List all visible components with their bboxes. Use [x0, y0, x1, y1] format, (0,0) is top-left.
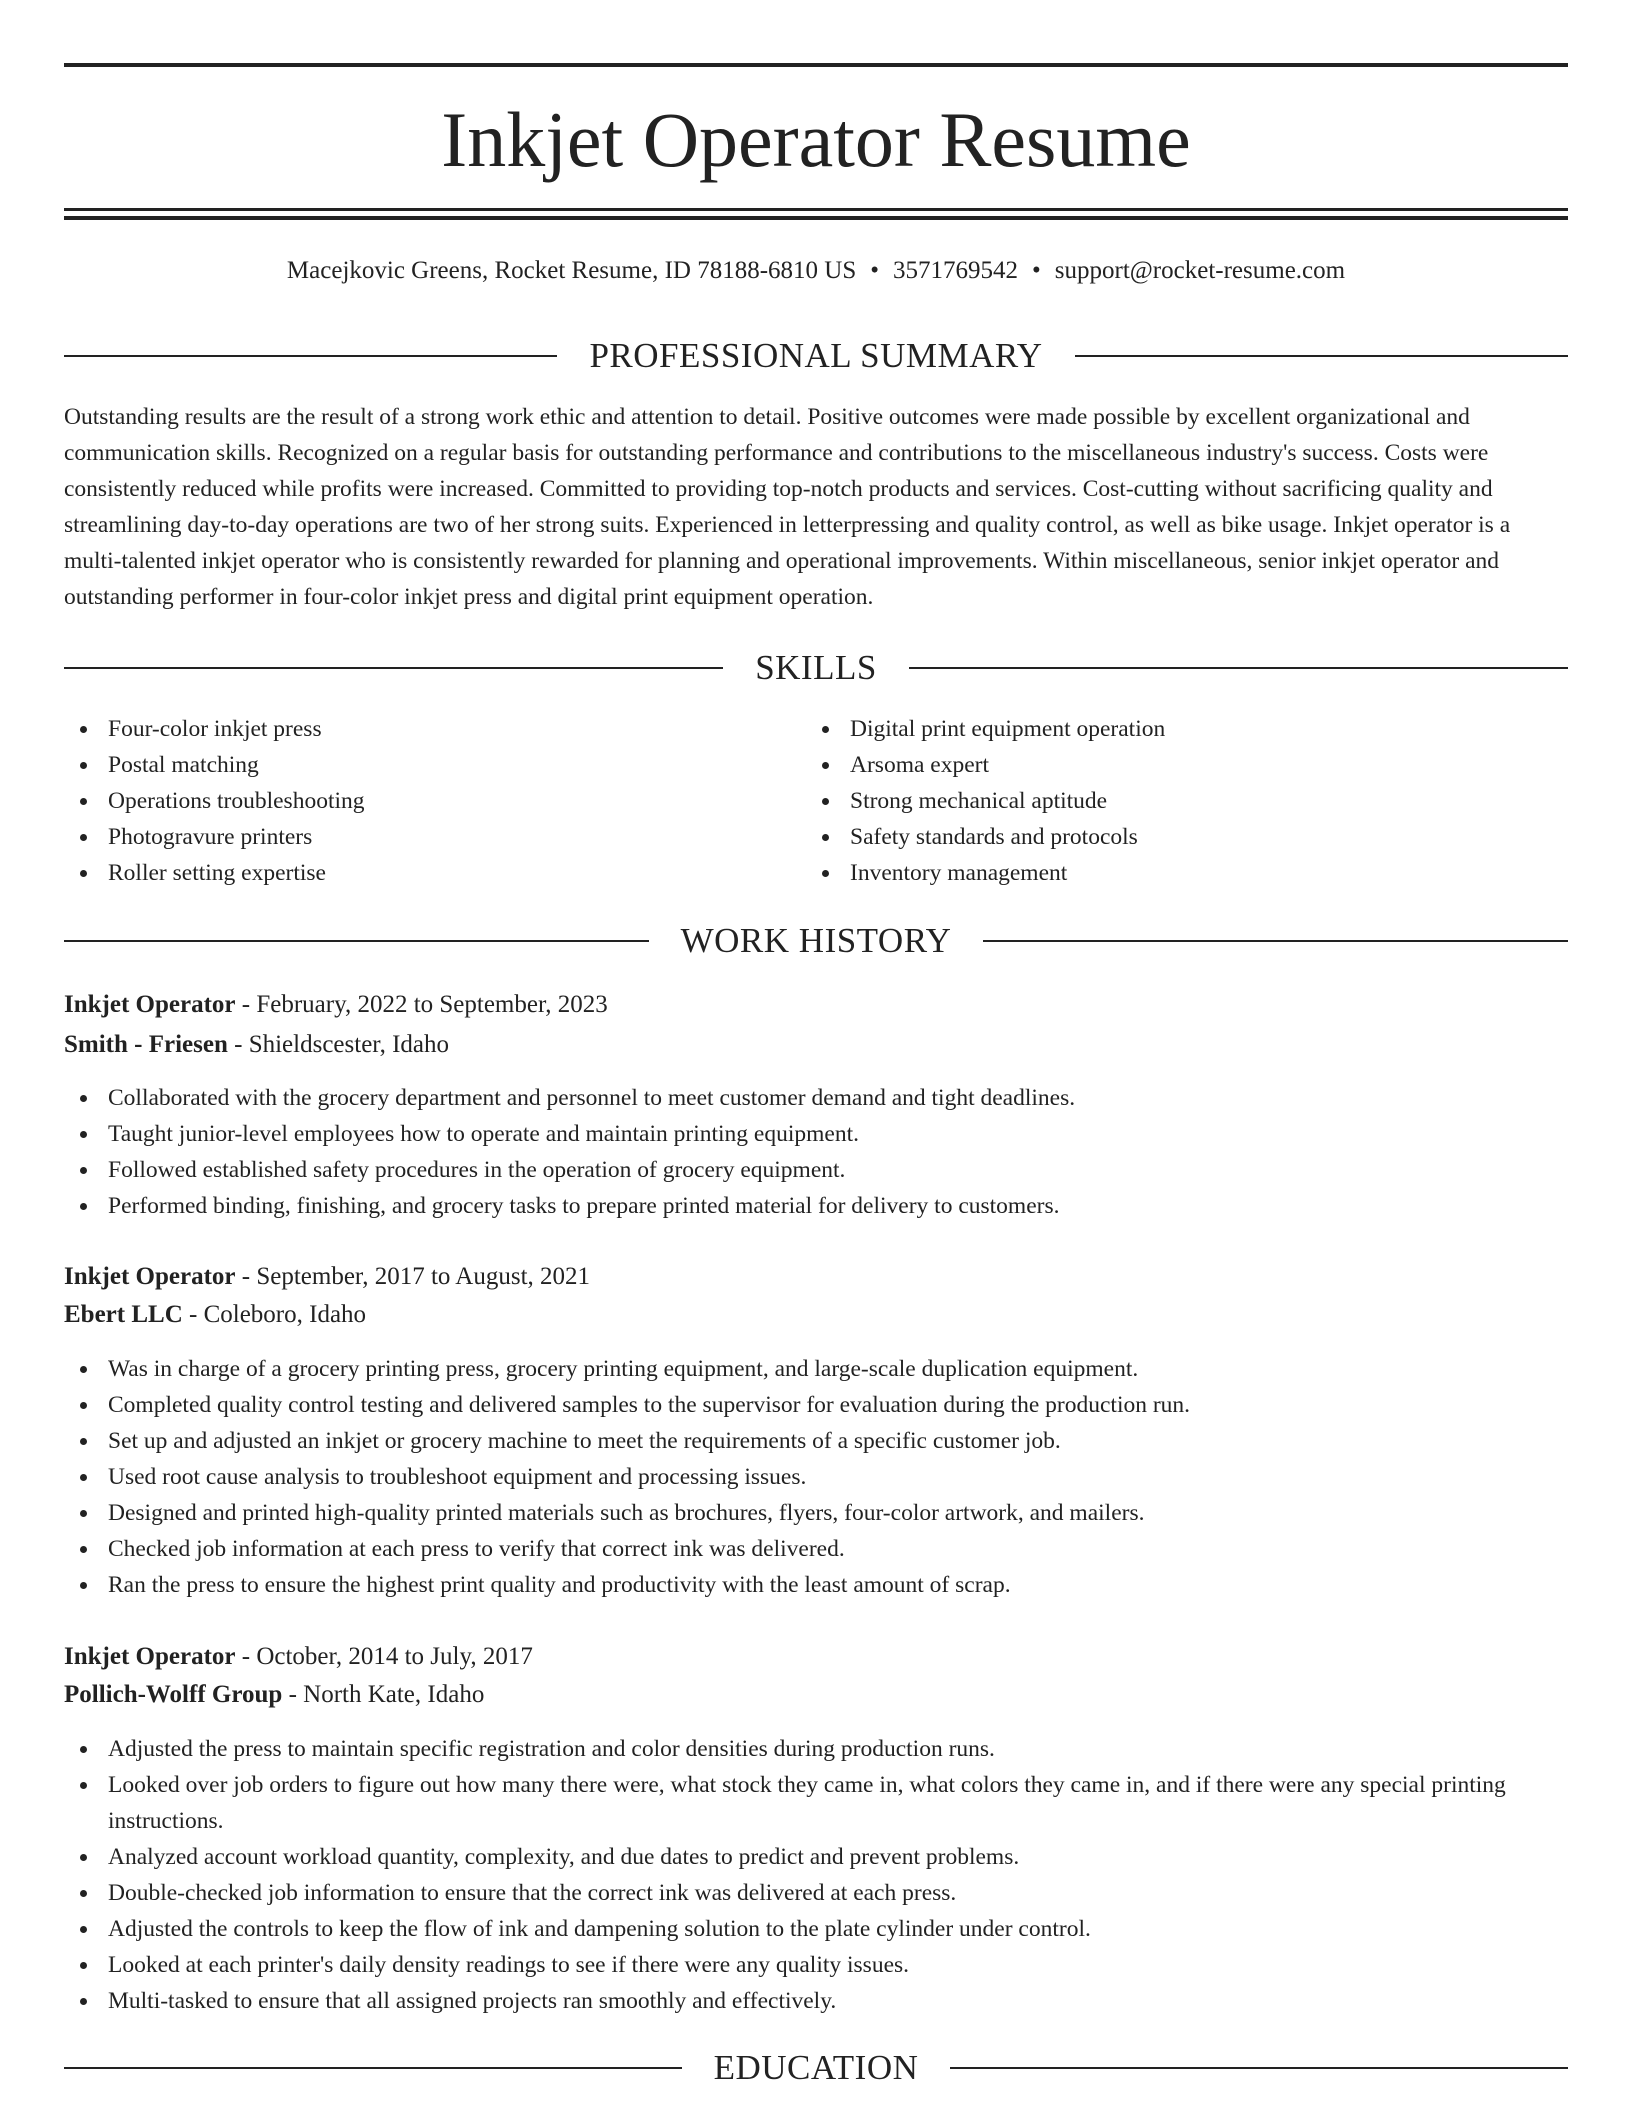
job-location: - North Kate, Idaho [288, 1681, 485, 1708]
job-company-line [64, 1296, 1568, 1334]
job-bullet: Adjusted the press to maintain specific registration and color densities during production runs. [64, 1731, 1568, 1767]
section-title: EDUCATION [713, 2048, 919, 2087]
job-bullet: Ran the press to ensure the highest print quality and productivity with the least amount of scrap. [64, 1567, 1568, 1603]
job-bullets [64, 1080, 1568, 1224]
heading-rule [64, 355, 557, 357]
skill-item: Inventory management [806, 855, 1546, 891]
job-bullet: Was in charge of a grocery printing press, grocery printing equipment, and large-scale duplication equipment. [64, 1351, 1568, 1387]
job-bullet: Taught junior-level employees how to operate and maintain printing equipment. [64, 1116, 1568, 1152]
job-bullet: Analyzed account workload quantity, complexity, and due dates to predict and prevent problems. [64, 1839, 1568, 1875]
section-heading-skills [64, 646, 1568, 690]
job-bullet: Looked at each printer's daily density readings to see if there were any quality issues. [64, 1947, 1568, 1983]
job-dates: - October, 2014 to July, 2017 [241, 1643, 533, 1670]
skill-item: Roller setting expertise [64, 855, 804, 891]
job-bullets [64, 1731, 1568, 2019]
job-title-line [64, 1258, 1568, 1296]
job-title: Inkjet Operator [64, 991, 236, 1018]
job-location: - Shieldscester, Idaho [234, 1031, 450, 1058]
heading-rule [909, 667, 1568, 669]
heading-rule [64, 667, 723, 669]
heading-rule [64, 2067, 682, 2069]
skills-list-left [64, 711, 804, 891]
skill-item: Safety standards and protocols [806, 819, 1546, 855]
job-company: Pollich-Wolff Group [64, 1681, 283, 1708]
section-title: WORK HISTORY [680, 921, 952, 960]
job-title-line [64, 986, 1568, 1024]
top-rule [64, 63, 1568, 67]
job-company-line [64, 1026, 1568, 1064]
job-bullet: Performed binding, finishing, and grocery tasks to prepare printed material for delivery to customers. [64, 1188, 1568, 1224]
job-title-line [64, 1638, 1568, 1676]
job-bullet: Collaborated with the grocery department and personnel to meet customer demand and tight deadlines. [64, 1080, 1568, 1116]
job-bullet: Set up and adjusted an inkjet or grocery machine to meet the requirements of a specific customer job. [64, 1423, 1568, 1459]
section-title: PROFESSIONAL SUMMARY [589, 336, 1043, 375]
job-bullet: Double-checked job information to ensure that the correct ink was delivered at each press. [64, 1875, 1568, 1911]
job-title: Inkjet Operator [64, 1263, 236, 1290]
contact-email: support@rocket-resume.com [1054, 257, 1346, 284]
title-rule-lower [64, 216, 1568, 220]
job-dates: - September, 2017 to August, 2021 [241, 1263, 591, 1290]
job-company: Ebert LLC [64, 1301, 183, 1328]
section-heading-summary [64, 334, 1568, 378]
summary-text: Outstanding results are the result of a strong work ethic and attention to detail. Positive outcomes were made possible by excellent organizational and communication skills. Recognized on a regular basis for outstanding performance and contributions to the miscellaneous industry's success. Costs were consistently reduced while profits were increased. Committed to providing top-notch products and services. Cost-cutting without sacrificing quality and streamlining day-to-day operations are two of her strong suits. Experienced in letterpressing and quality control, as well as bike usage. Inkjet operator is a multi-talented inkjet operator who is consistently rewarded for planning and operational improvements. Within miscellaneous, senior inkjet operator and outstanding performer in four-color inkjet press and digital print equipment operation. [64, 404, 1511, 610]
job-bullet: Looked over job orders to figure out how many there were, what stock they came in, what colors they came in, and if there were any special printing instructions. [64, 1767, 1568, 1839]
job-bullet: Checked job information at each press to verify that correct ink was delivered. [64, 1531, 1568, 1567]
job-bullet: Completed quality control testing and delivered samples to the supervisor for evaluation during the production run. [64, 1387, 1568, 1423]
job-company: Smith - Friesen [64, 1031, 228, 1058]
title-rule-upper [64, 208, 1568, 211]
job-bullet: Adjusted the controls to keep the flow of ink and dampening solution to the plate cylinder under control. [64, 1911, 1568, 1947]
heading-rule [983, 940, 1568, 942]
skill-item: Digital print equipment operation [806, 711, 1546, 747]
job-bullet: Followed established safety procedures in the operation of grocery equipment. [64, 1152, 1568, 1188]
job-location: - Coleboro, Idaho [189, 1301, 367, 1328]
job-bullet: Multi-tasked to ensure that all assigned projects ran smoothly and effectively. [64, 1983, 1568, 2019]
job-bullet: Used root cause analysis to troubleshoot equipment and processing issues. [64, 1459, 1568, 1495]
heading-rule [950, 2067, 1568, 2069]
contact-phone: 3571769542 [893, 257, 1019, 284]
job-company-line [64, 1676, 1568, 1714]
job-dates: - February, 2022 to September, 2023 [241, 991, 608, 1018]
contact-separator: • [870, 257, 880, 284]
job-bullets [64, 1351, 1568, 1603]
section-heading-education [64, 2046, 1568, 2090]
contact-address: Macejkovic Greens, Rocket Resume, ID 78188-6810 US [286, 257, 857, 284]
contact-line [64, 254, 1568, 288]
heading-rule [1075, 355, 1568, 357]
contact-separator: • [1032, 257, 1041, 284]
job-bullet: Designed and printed high-quality printed materials such as brochures, flyers, four-color artwork, and mailers. [64, 1495, 1568, 1531]
page-title: Inkjet Operator Resume [441, 96, 1191, 183]
section-title: SKILLS [755, 648, 877, 687]
skill-item: Postal matching [64, 747, 804, 783]
heading-rule [64, 940, 649, 942]
section-heading-work [64, 919, 1568, 963]
skill-item: Operations troubleshooting [64, 783, 804, 819]
skills-list-right [806, 711, 1546, 891]
job-title: Inkjet Operator [64, 1643, 236, 1670]
skill-item: Four-color inkjet press [64, 711, 804, 747]
skill-item: Arsoma expert [806, 747, 1546, 783]
skill-item: Strong mechanical aptitude [806, 783, 1546, 819]
skill-item: Photogravure printers [64, 819, 804, 855]
